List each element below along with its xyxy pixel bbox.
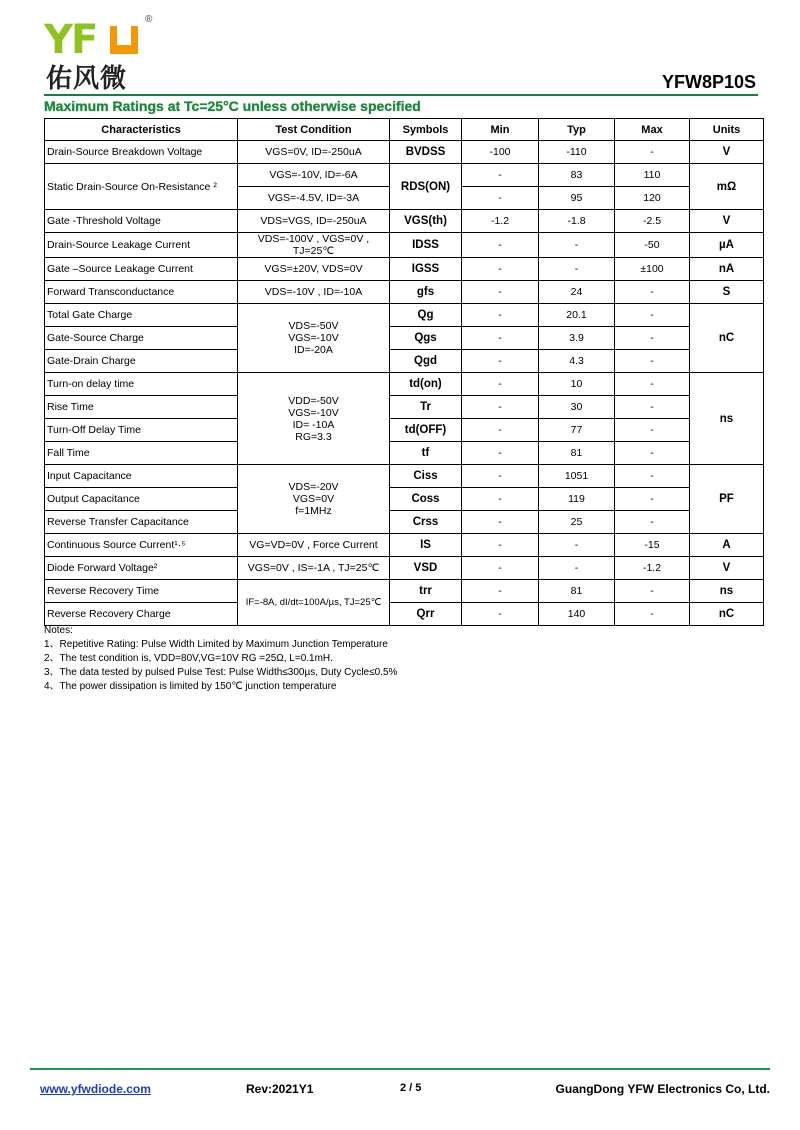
max-cell: -	[615, 281, 690, 304]
symbol-cell: Crss	[390, 511, 462, 534]
max-cell: -	[615, 465, 690, 488]
table-row	[45, 164, 764, 187]
logo-mark	[110, 26, 138, 54]
table-row	[45, 373, 764, 396]
min-cell: -	[462, 233, 539, 258]
table-row	[45, 233, 764, 258]
characteristic-cell: Static Drain-Source On-Resistance ²	[45, 164, 238, 210]
table-row	[45, 603, 764, 626]
table-row	[45, 442, 764, 465]
column-header: Typ	[539, 119, 615, 141]
min-cell: -	[462, 304, 539, 327]
typ-cell: -	[539, 557, 615, 580]
typ-cell: -110	[539, 141, 615, 164]
unit-cell: V	[690, 210, 764, 233]
typ-cell: -	[539, 258, 615, 281]
electrical-characteristics-table	[44, 118, 764, 626]
typ-cell: 77	[539, 419, 615, 442]
max-cell: 120	[615, 187, 690, 210]
symbol-cell: trr	[390, 580, 462, 603]
symbol-cell: Coss	[390, 488, 462, 511]
max-cell: -50	[615, 233, 690, 258]
test-condition-cell: VDD=-50V VGS=-10V ID= -10A RG=3.3	[238, 373, 390, 465]
typ-cell: 83	[539, 164, 615, 187]
test-condition-cell: VDS=-10V , ID=-10A	[238, 281, 390, 304]
website-link[interactable]: www.yfwdiode.com	[40, 1082, 151, 1096]
test-condition-cell: VGS=0V, ID=-250uA	[238, 141, 390, 164]
max-cell: -	[615, 373, 690, 396]
test-condition-cell: VGS=0V , IS=-1A , TJ=25℃	[238, 557, 390, 580]
test-condition-cell: VGS=±20V, VDS=0V	[238, 258, 390, 281]
table-row	[45, 350, 764, 373]
table-row	[45, 511, 764, 534]
symbol-cell: Qg	[390, 304, 462, 327]
part-number: YFW8P10S	[661, 72, 756, 92]
unit-cell: nA	[690, 258, 764, 281]
note-item: 4、The power dissipation is limited by 150℃ junction temperature	[44, 681, 337, 692]
min-cell: -	[462, 258, 539, 281]
symbol-cell: IS	[390, 534, 462, 557]
max-cell: -	[615, 419, 690, 442]
symbol-cell: Qgd	[390, 350, 462, 373]
company-logo	[44, 14, 164, 94]
min-cell: -	[462, 534, 539, 557]
max-cell: ±100	[615, 258, 690, 281]
typ-cell: 3.9	[539, 327, 615, 350]
unit-cell: nC	[690, 304, 764, 373]
symbol-cell: Tr	[390, 396, 462, 419]
company-name: GuangDong YFW Electronics Co, Ltd.	[555, 1082, 770, 1096]
characteristic-cell: Gate –Source Leakage Current	[45, 258, 238, 281]
table-header-row	[45, 119, 764, 141]
typ-cell: 1051	[539, 465, 615, 488]
test-condition-cell: VG=VD=0V , Force Current	[238, 534, 390, 557]
characteristic-cell: Reverse Transfer Capacitance	[45, 511, 238, 534]
min-cell: -	[462, 373, 539, 396]
table-row	[45, 304, 764, 327]
max-cell: -	[615, 396, 690, 419]
characteristic-cell: Turn-on delay time	[45, 373, 238, 396]
test-condition-cell: VDS=-100V , VGS=0V , TJ=25℃	[238, 233, 390, 258]
unit-cell: mΩ	[690, 164, 764, 210]
max-cell: -	[615, 327, 690, 350]
max-cell: -	[615, 488, 690, 511]
characteristic-cell: Reverse Recovery Time	[45, 580, 238, 603]
unit-cell: S	[690, 281, 764, 304]
min-cell: -1.2	[462, 210, 539, 233]
test-condition-cell: VGS=-4.5V, ID=-3A	[238, 187, 390, 210]
symbol-cell: tf	[390, 442, 462, 465]
test-condition-cell: IF=-8A, dI/dt=100A/µs, TJ=25℃	[238, 580, 390, 626]
page-number: 2 / 5	[400, 1082, 422, 1094]
typ-cell: 81	[539, 580, 615, 603]
table-row	[45, 396, 764, 419]
typ-cell: -1.8	[539, 210, 615, 233]
min-cell: -	[462, 442, 539, 465]
min-cell: -	[462, 465, 539, 488]
characteristic-cell: Input Capacitance	[45, 465, 238, 488]
table-row	[45, 488, 764, 511]
min-cell: -	[462, 580, 539, 603]
header-divider	[44, 94, 758, 96]
table-row	[45, 281, 764, 304]
symbol-cell: VGS(th)	[390, 210, 462, 233]
characteristic-cell: Total Gate Charge	[45, 304, 238, 327]
unit-cell: ns	[690, 373, 764, 465]
characteristic-cell: Reverse Recovery Charge	[45, 603, 238, 626]
unit-cell: nC	[690, 603, 764, 626]
min-cell: -	[462, 281, 539, 304]
min-cell: -	[462, 396, 539, 419]
table-row	[45, 557, 764, 580]
characteristic-cell: Gate-Source Charge	[45, 327, 238, 350]
typ-cell: 10	[539, 373, 615, 396]
typ-cell: 24	[539, 281, 615, 304]
characteristic-cell: Rise Time	[45, 396, 238, 419]
max-cell: -	[615, 304, 690, 327]
note-item: 1、Repetitive Rating: Pulse Width Limited by Maximum Junction Temperature	[44, 639, 388, 650]
table-row	[45, 258, 764, 281]
min-cell: -	[462, 603, 539, 626]
unit-cell: V	[690, 141, 764, 164]
typ-cell: 119	[539, 488, 615, 511]
symbol-cell: Qgs	[390, 327, 462, 350]
notes-section	[44, 624, 397, 694]
test-condition-cell: VGS=-10V, ID=-6A	[238, 164, 390, 187]
characteristic-cell: Output Capacitance	[45, 488, 238, 511]
typ-cell: 30	[539, 396, 615, 419]
characteristic-cell: Fall Time	[45, 442, 238, 465]
registered-mark: ®	[145, 14, 153, 25]
max-cell: -	[615, 141, 690, 164]
typ-cell: -	[539, 534, 615, 557]
logo-chinese-text: 佑风微	[46, 64, 128, 94]
min-cell: -100	[462, 141, 539, 164]
table-row	[45, 580, 764, 603]
min-cell: -	[462, 327, 539, 350]
characteristic-cell: Drain-Source Breakdown Voltage	[45, 141, 238, 164]
column-header: Test Condition	[238, 119, 390, 141]
table-row	[45, 327, 764, 350]
typ-cell: -	[539, 233, 615, 258]
column-header: Symbols	[390, 119, 462, 141]
max-cell: -	[615, 350, 690, 373]
max-cell: -2.5	[615, 210, 690, 233]
note-item: 2、The test condition is, VDD=80V,VG=10V RG =25Ω, L=0.1mH.	[44, 653, 333, 664]
footer-divider	[30, 1068, 770, 1070]
symbol-cell: BVDSS	[390, 141, 462, 164]
characteristic-cell: Continuous Source Current¹·⁵	[45, 534, 238, 557]
test-condition-cell: VDS=-20V VGS=0V f=1MHz	[238, 465, 390, 534]
unit-cell: PF	[690, 465, 764, 534]
logo-text: YF	[44, 17, 97, 63]
max-cell: -	[615, 603, 690, 626]
typ-cell: 140	[539, 603, 615, 626]
characteristic-cell: Gate -Threshold Voltage	[45, 210, 238, 233]
revision-label: Rev:2021Y1	[246, 1082, 314, 1096]
min-cell: -	[462, 557, 539, 580]
typ-cell: 25	[539, 511, 615, 534]
typ-cell: 81	[539, 442, 615, 465]
symbol-cell: Qrr	[390, 603, 462, 626]
characteristic-cell: Forward Transconductance	[45, 281, 238, 304]
symbol-cell: td(on)	[390, 373, 462, 396]
table-row	[45, 141, 764, 164]
unit-cell: V	[690, 557, 764, 580]
note-item: 3、The data tested by pulsed Pulse Test: Pulse Width≤300µs, Duty Cycle≤0.5%	[44, 667, 398, 678]
column-header: Max	[615, 119, 690, 141]
column-header: Characteristics	[45, 119, 238, 141]
test-condition-cell: VDS=-50V VGS=-10V ID=-20A	[238, 304, 390, 373]
symbol-cell: IGSS	[390, 258, 462, 281]
max-cell: 110	[615, 164, 690, 187]
min-cell: -	[462, 488, 539, 511]
table-row	[45, 534, 764, 557]
symbol-cell: td(OFF)	[390, 419, 462, 442]
typ-cell: 95	[539, 187, 615, 210]
typ-cell: 20.1	[539, 304, 615, 327]
table-row	[45, 210, 764, 233]
symbol-cell: RDS(ON)	[390, 164, 462, 210]
symbol-cell: IDSS	[390, 233, 462, 258]
max-cell: -	[615, 442, 690, 465]
min-cell: -	[462, 511, 539, 534]
max-cell: -15	[615, 534, 690, 557]
column-header: Units	[690, 119, 764, 141]
min-cell: -	[462, 164, 539, 187]
typ-cell: 4.3	[539, 350, 615, 373]
symbol-cell: gfs	[390, 281, 462, 304]
unit-cell: ns	[690, 580, 764, 603]
table-row	[45, 419, 764, 442]
section-title: Maximum Ratings at Tc=25°C unless otherwise specified	[44, 98, 421, 114]
notes-title: Notes:	[44, 625, 73, 636]
symbol-cell: Ciss	[390, 465, 462, 488]
min-cell: -	[462, 187, 539, 210]
min-cell: -	[462, 419, 539, 442]
min-cell: -	[462, 350, 539, 373]
characteristic-cell: Diode Forward Voltage²	[45, 557, 238, 580]
max-cell: -	[615, 511, 690, 534]
unit-cell: µA	[690, 233, 764, 258]
table-row	[45, 465, 764, 488]
max-cell: -	[615, 580, 690, 603]
characteristic-cell: Turn-Off Delay Time	[45, 419, 238, 442]
max-cell: -1.2	[615, 557, 690, 580]
unit-cell: A	[690, 534, 764, 557]
characteristic-cell: Drain-Source Leakage Current	[45, 233, 238, 258]
symbol-cell: VSD	[390, 557, 462, 580]
test-condition-cell: VDS=VGS, ID=-250uA	[238, 210, 390, 233]
column-header: Min	[462, 119, 539, 141]
characteristic-cell: Gate-Drain Charge	[45, 350, 238, 373]
